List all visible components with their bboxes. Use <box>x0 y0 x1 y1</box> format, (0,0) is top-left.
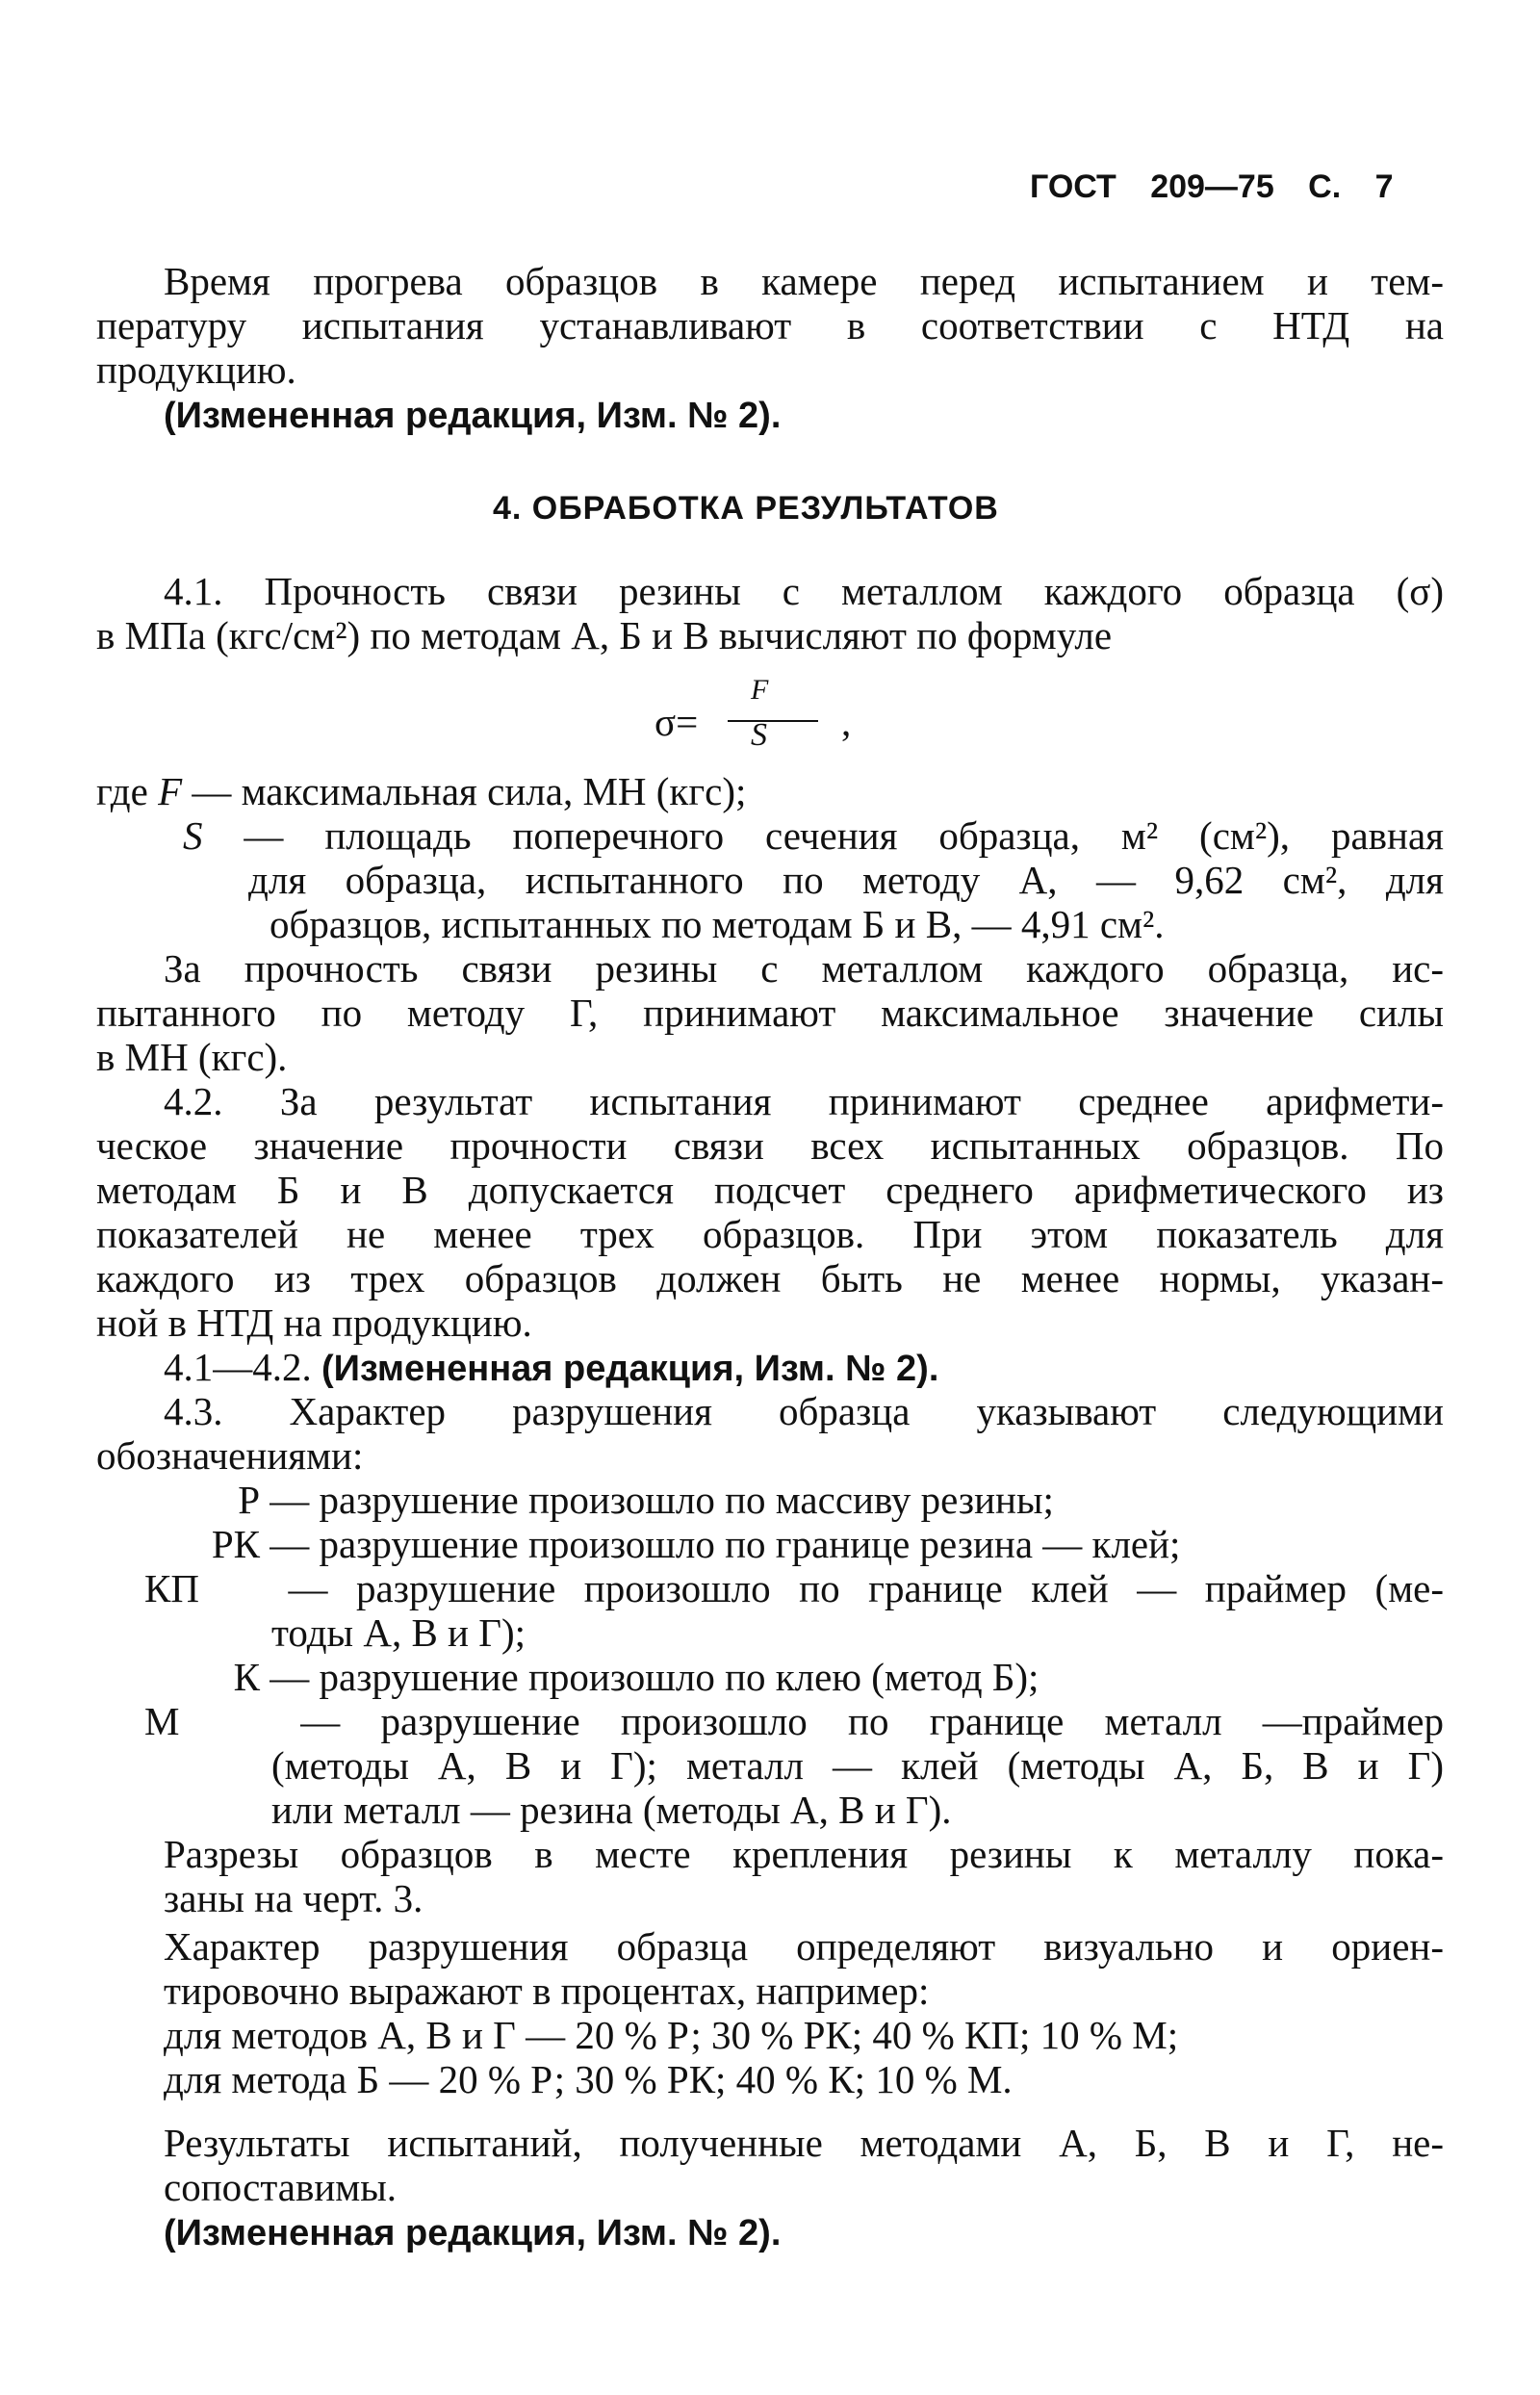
section-heading: 4. ОБРАБОТКА РЕЗУЛЬТАТОВ <box>493 490 999 527</box>
fraction-bar <box>728 720 818 722</box>
code-line <box>144 1700 1444 1742</box>
text-line: Результаты испытаний, полученные методами А, Б, В и Г, не- <box>164 2121 1444 2165</box>
text-line: Разрезы образцов в месте крепления резины к металлу пока- <box>164 1832 1444 1876</box>
failure-code: М <box>144 1699 180 1743</box>
text-line: заны на черт. 3. <box>164 1876 424 1920</box>
text-line: обозначениями: <box>96 1433 364 1478</box>
code-line <box>144 1567 1444 1610</box>
text-line: пытанного по методу Г, принимают максимальное значение силы <box>96 991 1444 1035</box>
text-line: в МН (кгс). <box>96 1035 288 1079</box>
code-description: — разрушение произошло по границе металл —праймер <box>300 1699 1445 1743</box>
failure-code: РК <box>211 1522 260 1566</box>
text-line: или металл — резина (методы А, В и Г). <box>271 1788 952 1832</box>
amendment-note: (Измененная редакция, Изм. № 2). <box>164 396 782 436</box>
amendment-note: (Измененная редакция, Изм. № 2). <box>164 2213 782 2253</box>
failure-code: Р <box>238 1478 260 1522</box>
definition-text: — площадь поперечного сечения образца, м² (см²), равная <box>244 813 1445 858</box>
text-line: ной в НТД на продукцию. <box>96 1301 532 1345</box>
formula-denominator: S <box>751 717 767 753</box>
failure-code: КП <box>144 1566 199 1610</box>
text-line: сопоставимы. <box>164 2165 398 2209</box>
text-line: для методов А, В и Г — 20 % Р; 30 % РК; 40 % КП; 10 % М; <box>164 2013 1179 2057</box>
text-line: для образца, испытанного по методу А, — 9,62 см², для <box>248 858 1444 902</box>
text-line: (методы А, В и Г); металл — клей (методы А, Б, В и Г) <box>271 1743 1444 1788</box>
formula-comma: , <box>841 700 852 744</box>
text-line: показателей не менее трех образцов. При этом показатель для <box>96 1212 1444 1256</box>
text-line: продукцию. <box>96 348 296 392</box>
text-line: методам Б и В допускается подсчет среднего арифметического из <box>96 1168 1444 1212</box>
text-line: ческое значение прочности связи всех испытанных образцов. По <box>96 1123 1444 1168</box>
definition-text: — максимальная сила, МН (кгс); <box>192 769 747 813</box>
text-line: Характер разрушения образца определяют визуально и ориен- <box>164 1924 1444 1969</box>
definition-line <box>96 770 1540 812</box>
page-header: ГОСТ 209—75 С. 7 <box>1030 168 1394 205</box>
text-line: Время прогрева образцов в камере перед испытанием и тем- <box>164 259 1444 303</box>
text-line: для метода Б — 20 % Р; 30 % РК; 40 % К; 10 % М. <box>164 2057 1013 2101</box>
code-line <box>144 1479 1540 1521</box>
formula-lhs: σ= <box>654 700 699 744</box>
text-line: 4.2. За результат испытания принимают среднее арифмети- <box>164 1079 1444 1123</box>
clause-range: 4.1—4.2. <box>164 1345 312 1389</box>
text-line: образцов, испытанных по методам Б и В, — 4,91 см². <box>270 902 1165 946</box>
text-line: 4.1. Прочность связи резины с металлом каждого образца (σ) <box>164 569 1444 613</box>
definition-line <box>183 814 1444 857</box>
where-word: где <box>96 769 148 813</box>
text-line: 4.3. Характер разрушения образца указывают следующими <box>164 1389 1444 1433</box>
code-line <box>144 1656 1540 1698</box>
text-line: каждого из трех образцов должен быть не менее нормы, указан- <box>96 1256 1444 1301</box>
code-description: — разрушение произошло по границе клей — праймер (ме- <box>288 1566 1444 1610</box>
symbol-f: F <box>158 769 183 813</box>
code-line <box>144 1523 1540 1565</box>
text-line: пературу испытания устанавливают в соответствии с НТД на <box>96 303 1444 348</box>
symbol-s: S <box>183 813 203 858</box>
amendment-line <box>164 1346 1540 1388</box>
text-line: За прочность связи резины с металлом каждого образца, ис- <box>164 946 1444 991</box>
code-description: — разрушение произошло по массиву резины; <box>270 1478 1054 1522</box>
code-description: — разрушение произошло по границе резина — клей; <box>270 1522 1181 1566</box>
amendment-note: (Измененная редакция, Изм. № 2). <box>321 1349 939 1389</box>
text-line: в МПа (кгс/см²) по методам А, Б и В вычисляют по формуле <box>96 613 1113 657</box>
text-line: тировочно выражают в процентах, например: <box>164 1969 930 2013</box>
formula-numerator: F <box>751 674 769 706</box>
failure-code: К <box>233 1655 260 1699</box>
code-description: — разрушение произошло по клею (метод Б); <box>270 1655 1040 1699</box>
text-line: тоды А, В и Г); <box>271 1610 526 1655</box>
